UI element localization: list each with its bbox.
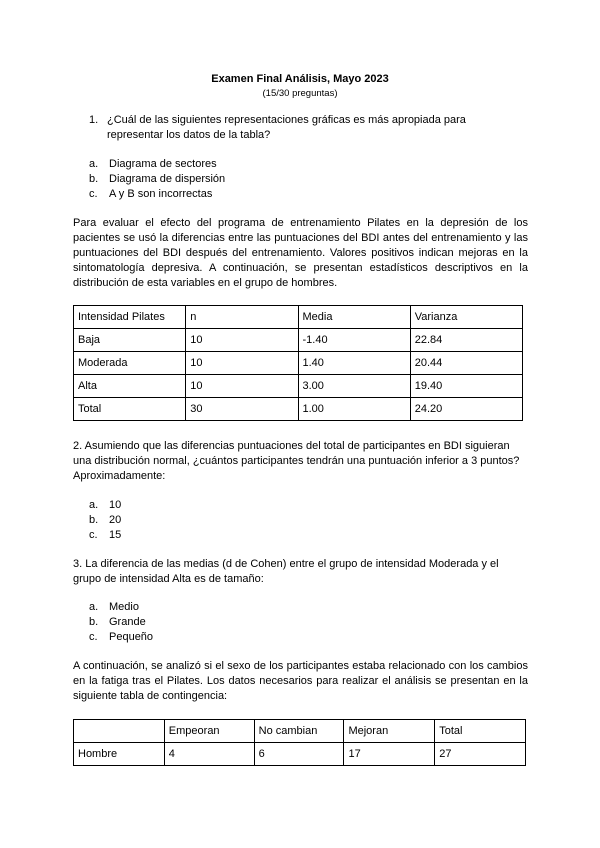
table-cell: 27 [435, 743, 526, 766]
question-3-text: 3. La diferencia de las medias (d de Cohen) entre el grupo de intensidad Moderada y el grupo de intensidad Alta es de tamaño: [73, 558, 499, 585]
table-row [74, 398, 523, 421]
table-cell: Alta [74, 375, 186, 398]
option-text: A y B son incorrectas [109, 188, 213, 200]
option-item [89, 528, 121, 543]
table-cell: 4 [164, 743, 254, 766]
table-cell: 17 [344, 743, 435, 766]
table-cell: Moderada [74, 352, 186, 375]
table-row [74, 375, 523, 398]
option-text: 10 [109, 499, 122, 511]
table-header-cell: Empeoran [164, 720, 254, 743]
option-letter: c. [89, 529, 98, 541]
table-header-cell: No cambian [254, 720, 344, 743]
option-letter: a. [89, 499, 99, 511]
option-letter: b. [89, 616, 99, 628]
question-1-text: ¿Cuál de las siguientes representaciones gráficas es más apropiada para representar los datos de la tabla? [107, 114, 466, 141]
table-row [74, 743, 526, 766]
question-3-options [89, 600, 153, 645]
table-row [74, 329, 523, 352]
table-cell: 10 [186, 329, 298, 352]
option-letter: a. [89, 601, 99, 613]
option-text: 20 [109, 514, 122, 526]
option-text: 15 [109, 529, 122, 541]
exam-subtitle: (15/30 preguntas) [262, 88, 338, 99]
option-item [89, 157, 225, 172]
table-cell: 24.20 [410, 398, 522, 421]
question-1-number: 1. [89, 114, 99, 126]
table-cell: 10 [186, 352, 298, 375]
table-header-cell [74, 720, 165, 743]
table-cell: 3.00 [298, 375, 410, 398]
option-text: Medio [109, 601, 139, 613]
intro-paragraph-2: A continuación, se analizó si el sexo de los participantes estaba relacionado con los cambios en la fatiga tras el Pilates. Los datos necesarios para realizar el análisis se presentan en la siguiente tabla de contingencia: [73, 660, 528, 702]
table-cell: Hombre [74, 743, 165, 766]
table-cell: -1.40 [298, 329, 410, 352]
option-letter: a. [89, 158, 99, 170]
exam-title: Examen Final Análisis, Mayo 2023 [211, 73, 389, 85]
option-text: Diagrama de dispersión [109, 173, 226, 185]
table-header-cell: Varianza [410, 306, 522, 329]
table-cell: 10 [186, 375, 298, 398]
table-header-row [74, 306, 523, 329]
descriptive-stats-table [73, 305, 523, 421]
table-header-cell: Media [298, 306, 410, 329]
question-1-options [89, 157, 225, 202]
contingency-table [73, 719, 526, 766]
option-item [89, 630, 153, 645]
table-cell: 20.44 [410, 352, 522, 375]
option-item [89, 600, 153, 615]
option-letter: b. [89, 514, 99, 526]
table-cell: 19.40 [410, 375, 522, 398]
table-cell: Baja [74, 329, 186, 352]
question-2-text: 2. Asumiendo que las diferencias puntuaciones del total de participantes en BDI siguieran una distribución normal, ¿cuántos participantes tendrán una puntuación inferior a 3 puntos? Aproximadamente: [73, 440, 520, 482]
table-cell: 30 [186, 398, 298, 421]
option-text: Diagrama de sectores [109, 158, 217, 170]
option-item [89, 172, 225, 187]
table-header-cell: Intensidad Pilates [74, 306, 186, 329]
option-item [89, 615, 153, 630]
table-row [74, 352, 523, 375]
table-cell: 1.40 [298, 352, 410, 375]
table-cell: 22.84 [410, 329, 522, 352]
table-header-cell: Mejoran [344, 720, 435, 743]
option-letter: b. [89, 173, 99, 185]
option-item [89, 513, 121, 528]
option-text: Pequeño [109, 631, 154, 643]
table-cell: 1.00 [298, 398, 410, 421]
table-cell: 6 [254, 743, 344, 766]
option-item [89, 187, 225, 202]
option-letter: c. [89, 188, 98, 200]
intro-paragraph-1: Para evaluar el efecto del programa de entrenamiento Pilates en la depresión de los pacientes se usó la diferencias entre las puntuaciones del BDI antes del entrenamiento y las puntuaciones del BDI después del entrenamiento. Valores positivos indican mejoras en la sintomatología depresiva. A continuación, se presentan estadísticos descriptivos en la distribución de esta variables en el grupo de hombres. [73, 217, 528, 289]
option-item [89, 498, 121, 513]
question-2-options [89, 498, 121, 543]
table-cell: Total [74, 398, 186, 421]
option-text: Grande [109, 616, 146, 628]
table-header-cell: Total [435, 720, 526, 743]
option-letter: c. [89, 631, 98, 643]
table-header-row [74, 720, 526, 743]
table-header-cell: n [186, 306, 298, 329]
